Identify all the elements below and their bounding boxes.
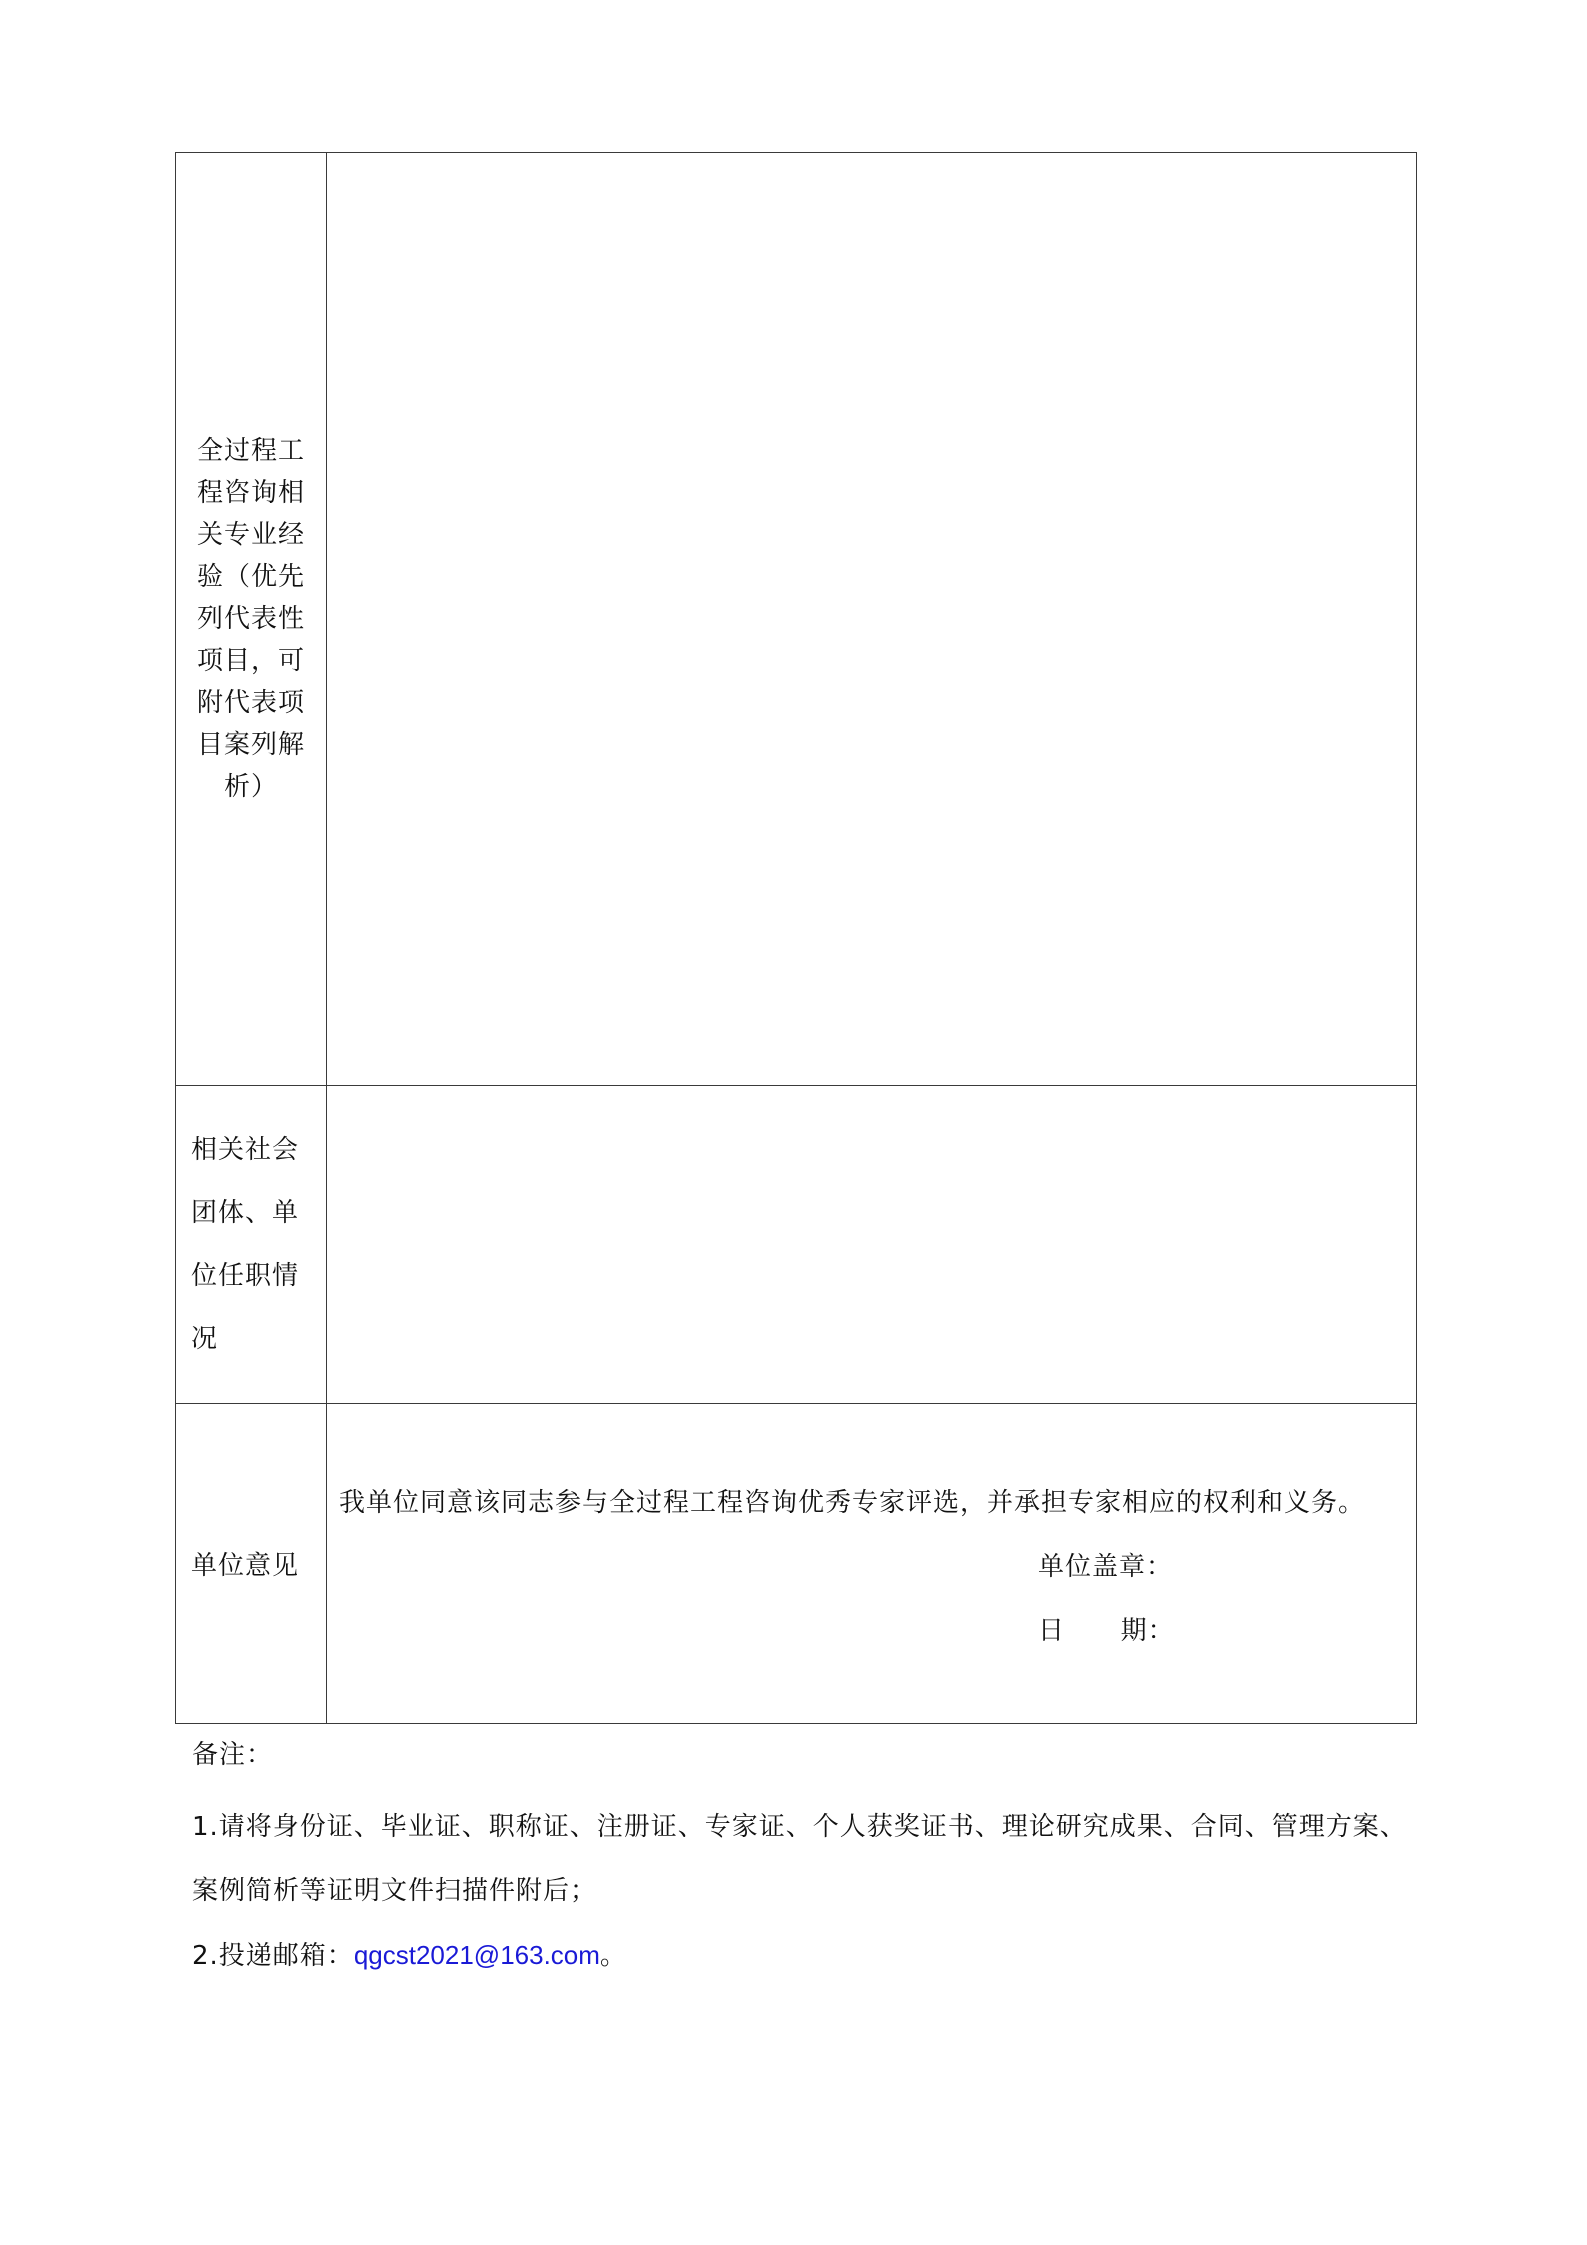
opinion-content-cell [327,1404,1417,1724]
note-item-2 [192,1923,1412,1988]
notes-section [192,1735,1412,1988]
experience-content-cell[interactable] [327,153,1417,1086]
experience-label-cell [176,153,327,1086]
social-label-cell [176,1086,327,1404]
social-row [176,1086,1417,1404]
email-link[interactable]: qgcst2021@163.com [353,1940,600,1970]
opinion-statement: 我单位同意该同志参与全过程工程咨询优秀专家评选，并承担专家相应的权利和义务。 [339,1488,1366,1518]
social-content-cell[interactable] [327,1086,1417,1404]
opinion-row [176,1404,1417,1724]
opinion-label-cell [176,1404,327,1724]
notes-title: 备注： [192,1740,274,1770]
seal-label: 单位盖章： [1038,1552,1174,1582]
opinion-label: 单位意见 [191,1551,300,1581]
experience-label: 全过程工 程咨询相 关专业经 验（优先 列代表性 项目，可 附代表项 目案列解 析） [196,436,305,802]
note-item-2-prefix: 2.投递邮箱： [192,1941,354,1971]
application-form-table [175,152,1417,1724]
social-label: 相关社会 团体、单 位任职情 况 [191,1134,300,1354]
note-item-2-suffix: 。 [599,1941,627,1971]
experience-row [176,153,1417,1086]
note-item-1: 1.请将身份证、毕业证、职称证、注册证、专家证、个人获奖证书、理论研究成果、合同、管理方案、案例简析等证明文件扫描件附后； [192,1812,1407,1906]
date-label: 日 期： [1038,1616,1175,1646]
opinion-box [327,1404,1416,1723]
